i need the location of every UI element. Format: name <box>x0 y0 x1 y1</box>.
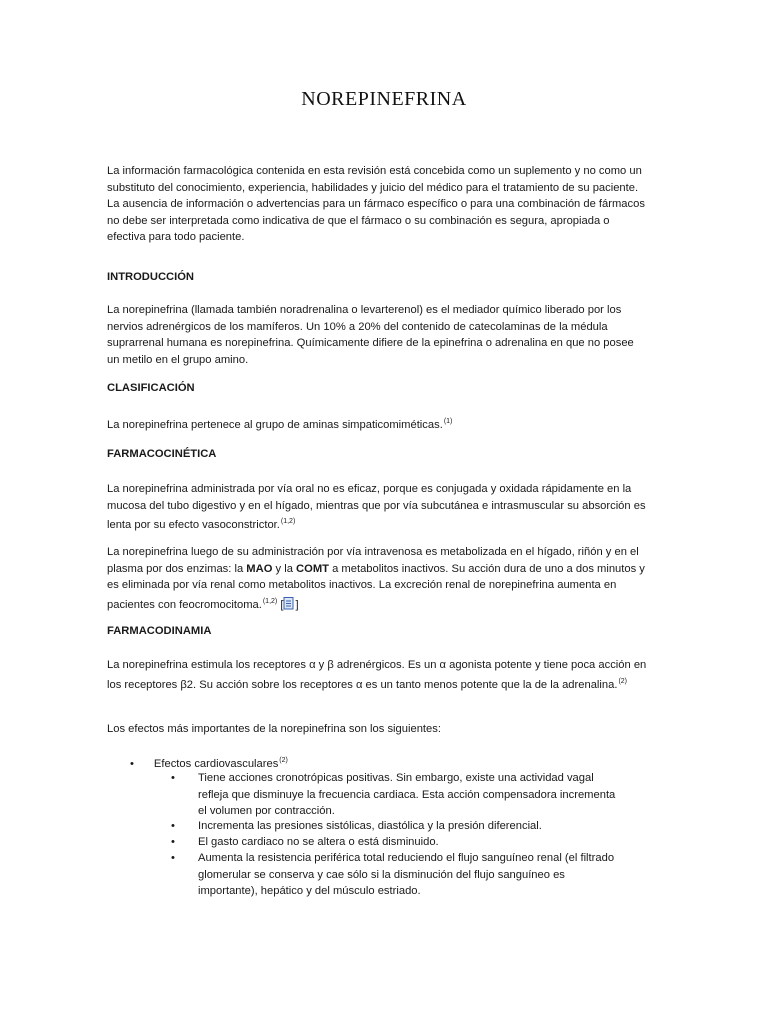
page-title: NOREPINEFRINA <box>301 88 467 110</box>
list-item-text: Incrementa las presiones sistólicas, diastólica y la presión diferencial. <box>198 820 542 832</box>
list-item-text: El gasto cardiaco no se altera o está disminuido. <box>198 836 439 848</box>
list-item-text: Aumenta la resistencia periférica total reduciendo el flujo sanguíneo renal (el filtrado glomerular se conserva y cae sólo si la disminución del flujo sanguíneo es importante), hepático y del músculo estriado. <box>198 852 615 897</box>
farmacocinetica-text-2b: y la <box>272 562 297 575</box>
intro-paragraph: La norepinefrina (llamada también noradrenalina o levarterenol) es el mediador químico liberado por los nervios adrenérgicos de los mamíferos. Un 10% a 20% del contenido de catecolaminas de la médula suprarrenal humana es norepinefrina. Químicamente difiere de la epinefrina o adrenalina en que no posee un metilo en el grupo amino. <box>107 304 634 366</box>
document-icon[interactable] <box>283 597 295 616</box>
reference-superscript: (1) <box>443 418 453 425</box>
comt-term: COMT <box>296 562 329 575</box>
reference-superscript: (1,2) <box>280 518 296 525</box>
clasificacion-paragraph <box>107 414 647 434</box>
mao-term: MAO <box>246 562 273 575</box>
heading-clasificacion: CLASIFICACIÓN <box>107 382 195 394</box>
link-bracket-close: ] <box>295 598 299 611</box>
bullet-icon: • <box>171 836 175 848</box>
cardio-label: Efectos cardiovasculares <box>153 758 279 770</box>
link-bracket-open: [ <box>280 598 284 611</box>
bullet-icon: • <box>130 758 134 770</box>
heading-farmacocinetica: FARMACOCINÉTICA <box>107 448 217 460</box>
bullet-icon: • <box>171 820 175 832</box>
farmacodinamia-paragraph-1 <box>107 657 647 693</box>
farmacocinetica-text-2a: La norepinefrina luego de su administración por vía intravenosa es metabolizada en el hígado, riñón y en el plasma por dos enzimas: la <box>107 546 639 575</box>
farmacocinetica-paragraph-1 <box>107 481 647 534</box>
reference-superscript: (2) <box>279 757 288 764</box>
reference-superscript: (1,2) <box>262 597 278 605</box>
farmacocinetica-text-1: La norepinefrina administrada por vía oral no es eficaz, porque es conjugada y oxidada rápidamente en la mucosa del tubo digestivo y en el hígado, mientras que por vía subcutánea e intrasmuscular su absorción es lenta por su efecto vasoconstrictor. <box>107 483 646 531</box>
bullet-icon: • <box>171 852 175 864</box>
farmacocinetica-text-2c: a metabolitos inactivos. Su acción dura de uno a dos minutos y es eliminada por vía renal como metabolitos inactivos. La excreción renal de norepinefrina aumenta en pacientes con feocromocitoma. <box>107 562 645 611</box>
heading-introduccion: INTRODUCCIÓN <box>107 271 195 283</box>
farmacocinetica-paragraph-2 <box>107 544 647 615</box>
heading-farmacodinamia: FARMACODINAMIA <box>107 625 212 637</box>
clasificacion-text: La norepinefrina pertenece al grupo de aminas simpaticomiméticas. <box>107 419 443 431</box>
farmacodinamia-paragraph-2: Los efectos más importantes de la norepinefrina son los siguientes: <box>107 723 441 735</box>
farmacodinamia-text-1: La norepinefrina estimula los receptores α y β adrenérgicos. Es un α agonista potente y tiene poca acción en los receptores β2. Su acción sobre los receptores α es un tanto menos potente que la de la adrenalina. <box>107 659 647 691</box>
reference-superscript: (2) <box>618 677 627 685</box>
disclaimer-paragraph: La información farmacológica contenida en esta revisión está concebida como un suplemento y no como un substituto del conocimiento, experiencia, habilidades y juicio del médico para el tratamiento de su paciente. La ausencia de información o advertencias para un fármaco específico o para una combinación de fármacos no debe ser interpretada como indicativa de que el fármaco o su combinación es segura, apropiada o efectiva para todo paciente. <box>107 165 645 243</box>
list-item-text: Tiene acciones cronotrópicas positivas. Sin embargo, existe una actividad vagal refleja que disminuye la frecuencia cardiaca. Esta acción compensadora incrementa el volumen por contracción. <box>198 772 616 817</box>
bullet-icon: • <box>171 772 175 784</box>
